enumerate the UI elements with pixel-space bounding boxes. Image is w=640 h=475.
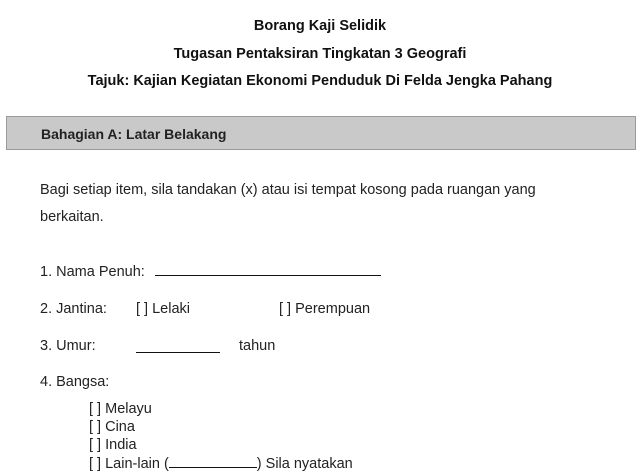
gender-option-female[interactable]: [ ] Perempuan	[279, 301, 371, 317]
instructions-line-2: berkaitan.	[40, 209, 104, 225]
question-name	[40, 264, 381, 280]
race-option-other[interactable]	[89, 456, 353, 472]
question-name-label: 1. Nama Penuh:	[40, 264, 145, 280]
section-header	[6, 116, 636, 150]
race-option-other-prefix: [ ] Lain-lain (	[89, 456, 169, 472]
age-unit: tahun	[239, 338, 276, 354]
race-option-other-suffix: ) Sila nyatakan	[256, 456, 353, 472]
question-age-label: 3. Umur:	[40, 338, 96, 354]
form-topic: Tajuk: Kajian Kegiatan Ekonomi Penduduk Di Felda Jengka Pahang	[87, 73, 553, 89]
form-title: Borang Kaji Selidik	[253, 18, 387, 34]
age-input-line[interactable]	[136, 338, 220, 353]
race-option-indian[interactable]: [ ] India	[89, 437, 137, 453]
race-option-malay[interactable]: [ ] Melayu	[89, 401, 152, 417]
race-other-input-line[interactable]	[169, 467, 257, 468]
question-gender-label: 2. Jantina:	[40, 301, 107, 317]
gender-option-male[interactable]: [ ] Lelaki	[136, 301, 190, 317]
question-race-label: 4. Bangsa:	[40, 374, 110, 390]
instructions-line-1: Bagi setiap item, sila tandakan (x) atau isi tempat kosong pada ruangan yang	[40, 182, 536, 198]
section-title: Bahagian A: Latar Belakang	[41, 126, 227, 142]
race-option-chinese[interactable]: [ ] Cina	[89, 419, 135, 435]
name-input-line[interactable]	[155, 275, 381, 276]
form-subtitle: Tugasan Pentaksiran Tingkatan 3 Geografi	[173, 46, 467, 62]
